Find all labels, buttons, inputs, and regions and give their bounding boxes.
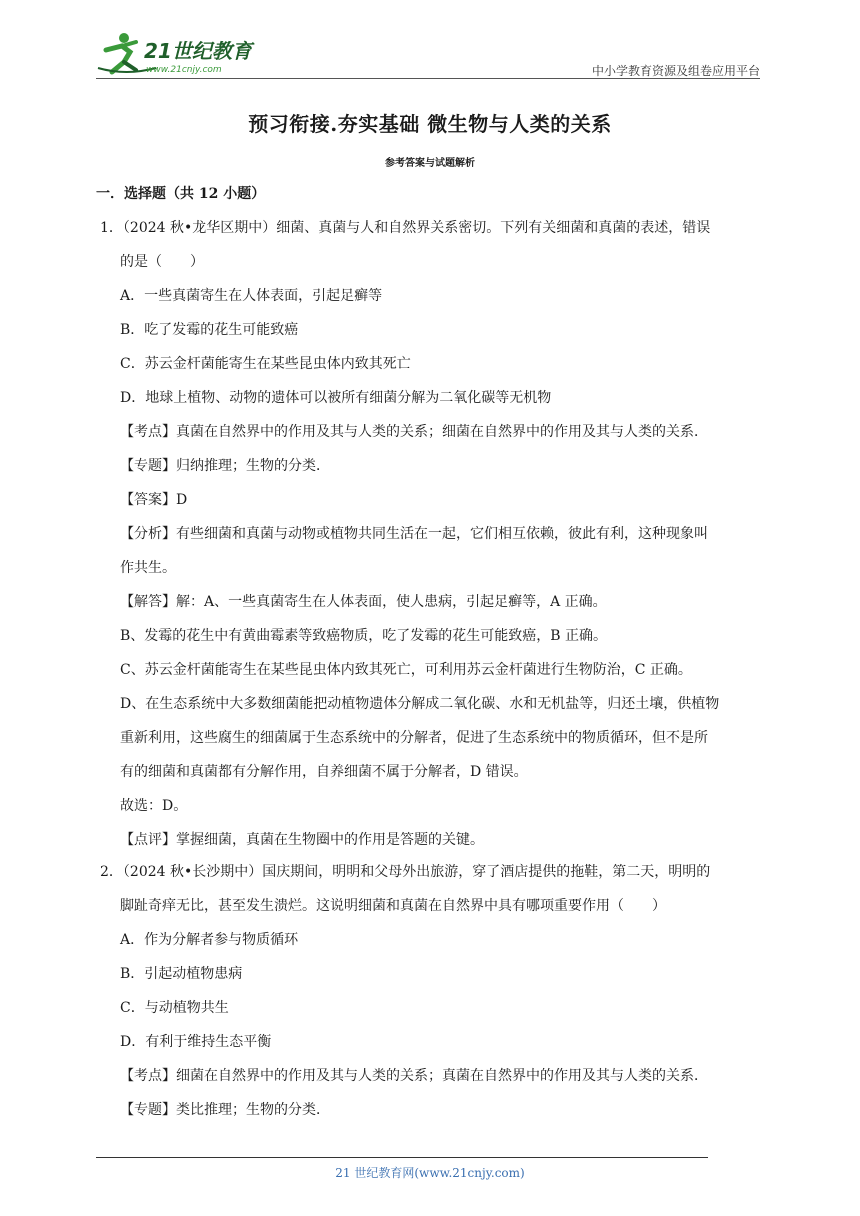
q1-analysis-line1: 【分析】有些细菌和真菌与动物或植物共同生活在一起，它们相互依赖，彼此有利，这种现象叫 xyxy=(120,526,708,542)
svg-text:www.21cnjy.com: www.21cnjy.com xyxy=(146,65,222,75)
q1-solution-line5: 重新利用，这些腐生的细菌属于生态系统中的分解者，促进了生态系统中的物质循环，但不是所 xyxy=(120,730,708,746)
q1-option-c: C．苏云金杆菌能寄生在某些昆虫体内致其死亡 xyxy=(120,356,411,372)
site-logo xyxy=(96,28,266,78)
q1-comment: 【点评】掌握细菌，真菌在生物圈中的作用是答题的关键。 xyxy=(120,832,484,848)
q1-zhuanti: 【专题】归纳推理；生物的分类． xyxy=(120,458,330,474)
q1-solution-line1: 【解答】解：A、一些真菌寄生在人体表面，使人患病，引起足癣等，A 正确。 xyxy=(120,594,607,610)
q2-kaodian: 【考点】细菌在自然界中的作用及其与人类的关系；真菌在自然界中的作用及其与人类的关系． xyxy=(120,1068,708,1084)
q1-solution-line6: 有的细菌和真菌都有分解作用，自养细菌不属于分解者，D 错误。 xyxy=(120,764,528,780)
footer-divider xyxy=(96,1157,708,1158)
platform-name: 中小学教育资源及组卷应用平台 xyxy=(591,64,760,78)
q1-stem-line2: 的是（ ） xyxy=(120,254,204,270)
q1-choice: 故选：D。 xyxy=(120,798,188,814)
q2-stem-line2: 脚趾奇痒无比，甚至发生溃烂。这说明细菌和真菌在自然界中具有哪项重要作用（ ） xyxy=(120,898,666,914)
q1-option-b: B．吃了发霉的花生可能致癌 xyxy=(120,322,299,338)
q1-option-d: D．地球上植物、动物的遗体可以被所有细菌分解为二氧化碳等无机物 xyxy=(120,390,552,406)
header-divider xyxy=(96,78,760,79)
q2-zhuanti: 【专题】类比推理；生物的分类． xyxy=(120,1102,330,1118)
q2-option-a: A．作为分解者参与物质循环 xyxy=(120,932,299,948)
svg-text:21世纪教育: 21世纪教育 xyxy=(144,39,252,63)
q1-solution-line3: C、苏云金杆菌能寄生在某些昆虫体内致其死亡，可利用苏云金杆菌进行生物防治，C 正确。 xyxy=(120,662,692,678)
q1-stem-line1: 1．（2024 秋•龙华区期中）细菌、真菌与人和自然界关系密切。下列有关细菌和真菌的表述，错误 xyxy=(100,220,711,236)
q2-option-d: D．有利于维持生态平衡 xyxy=(120,1034,272,1050)
q2-option-b: B．引起动植物患病 xyxy=(120,966,243,982)
q2-stem-line1: 2．（2024 秋•长沙期中）国庆期间，明明和父母外出旅游，穿了酒店提供的拖鞋，第二天，明明的 xyxy=(100,864,711,880)
runner-logo-icon xyxy=(96,28,266,78)
section-heading: 一．选择题（共 12 小题） xyxy=(96,186,266,202)
q1-analysis-line2: 作共生。 xyxy=(120,560,176,576)
q1-kaodian: 【考点】真菌在自然界中的作用及其与人类的关系；细菌在自然界中的作用及其与人类的关系． xyxy=(120,424,708,440)
page-header xyxy=(96,28,760,80)
q1-answer: 【答案】D xyxy=(120,492,188,508)
q1-option-a: A．一些真菌寄生在人体表面，引起足癣等 xyxy=(120,288,383,304)
q1-solution-line2: B、发霉的花生中有黄曲霉素等致癌物质，吃了发霉的花生可能致癌，B 正确。 xyxy=(120,628,608,644)
page-subtitle: 参考答案与试题解析 xyxy=(385,158,475,169)
footer-link[interactable]: 21 世纪教育网(www.21cnjy.com) xyxy=(335,1166,525,1180)
q2-option-c: C．与动植物共生 xyxy=(120,1000,229,1016)
page-title: 预习衔接.夯实基础 微生物与人类的关系 xyxy=(248,112,612,136)
q1-solution-line4: D、在生态系统中大多数细菌能把动植物遗体分解成二氧化碳、水和无机盐等，归还土壤，供植物 xyxy=(120,696,720,712)
